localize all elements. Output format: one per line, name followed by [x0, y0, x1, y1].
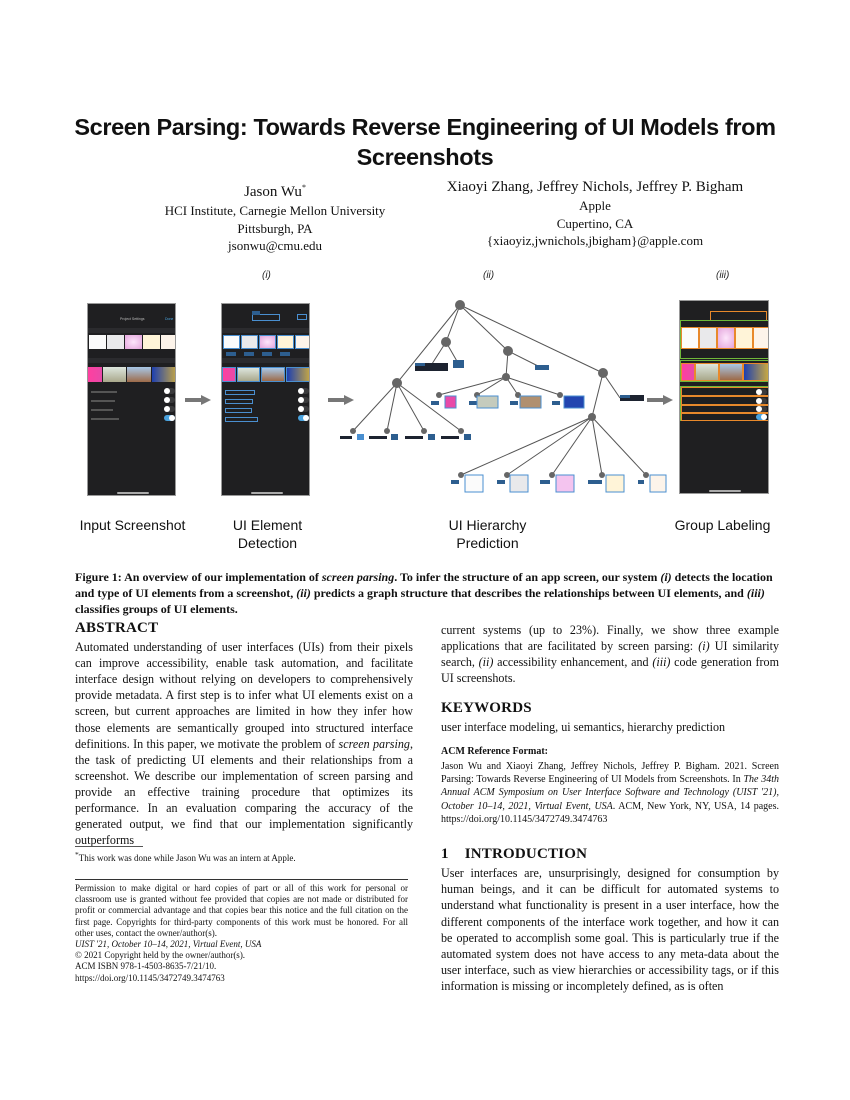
acm-reference-heading: ACM Reference Format: — [441, 745, 548, 757]
author-affiliation: HCI Institute, Carnegie Mellon University — [164, 203, 386, 218]
doi-link[interactable]: https://doi.org/10.1145/3472749.3474763 — [75, 972, 225, 983]
introduction-heading: 1 INTRODUCTION — [441, 846, 588, 863]
author-affiliation: Apple — [579, 198, 611, 213]
acm-reference — [441, 744, 779, 827]
author-location: Pittsburgh, PA — [237, 220, 313, 236]
panel-label-hierarchy: UI Hierarchy Prediction — [448, 517, 527, 551]
nav-done: Done — [165, 317, 174, 321]
keywords-heading: KEYWORDS — [441, 700, 532, 717]
footnote-mark: * — [301, 183, 306, 192]
permission-text: Permission to make digital or hard copies of part or all of this work for personal or classroom use is granted without fee provided that copies are not made or distributed for profit or commercial advantage and that copies bear this notice and the full citation on the first page. Copyrights for third-party components of this work must be honored. For all other uses, contact the owner/author(s). — [75, 883, 408, 938]
author-block-apple — [400, 178, 790, 250]
toggle-fade-in — [164, 397, 175, 403]
toggle-theme-soundtrack — [164, 388, 175, 394]
stage-marker-iii: (iii) — [716, 270, 730, 281]
arrow-right-icon — [647, 395, 673, 405]
abstract-heading: ABSTRACT — [75, 620, 159, 636]
abstract-text: Automated understanding of user interfaces (UIs) from their pixels can improve accessibility, enable task automation, and facilitate interface design without relying on developers to comprehensively provide metadata. A first step is to infer what UI elements exist on a screen, but current approaches are limited in how they infer how those elements are semantically grouped into structured interface definitions. In this paper, we motivate the problem of screen parsing, the task of predicting UI elements and their relationships from a screenshot. We describe our implementation of screen parsing and provide an effective training procedure that optimizes its performance. In an evaluation comparing the accuracy of the generated output, we find that our implementation significantly outperforms — [75, 640, 413, 848]
paper-title: Screen Parsing: Towards Reverse Engineering of UI Models from Screenshots — [74, 114, 776, 170]
stage-marker-i: (i) — [262, 270, 271, 281]
venue: UIST '21, October 10–14, 2021, Virtual Event, USA — [75, 939, 262, 950]
right-column — [441, 622, 779, 994]
panel-label-grouping: Group Labeling — [674, 517, 771, 533]
input-screenshot-phone — [87, 303, 176, 496]
group-labeling-phone — [679, 300, 769, 494]
acm-reference-text: Jason Wu and Xiaoyi Zhang, Jeffrey Nichols, Jeffrey P. Bigham. 2021. Screen Parsing: Towards Reverse Engineering of UI Models from Screenshots. In The 34th Annual ACM Symposium on User Interface Software and Technology (UIST '21), October 10–14, 2021, Virtual Event, USA. ACM, New York, NY, USA, 14 pages. https://doi.org/10.1145/3472749.3474763 — [441, 760, 780, 825]
abstract-section — [75, 620, 413, 848]
keywords-text: user interface modeling, ui semantics, hierarchy prediction — [441, 720, 726, 735]
introduction-text: User interfaces are, unsurprisingly, designed for consumption by human beings, and it can be difficult for automated systems to understand what functionality is present in a user interface, how the different components of the interface work together, and how it can be operated to accomplish some goal. This is particularly true if the automated system does not have access to any meta-data about the user interface, such as view hierarchies or accessibility tags, or if this information is missing or incompletely defined, as is often — [441, 866, 779, 993]
footnote-rule — [75, 846, 143, 847]
author-email: {xiaoyiz,jwnichols,jbigham}@apple.com — [486, 233, 704, 248]
permission-block — [75, 883, 408, 984]
panel-label-input: Input Screenshot — [79, 517, 186, 533]
abstract-continued: current systems (up to 23%). Finally, we show three example applications that are facilitated by screen parsing: (i) UI similarity search, (ii) accessibility enhancement, and (iii) code generation from UI screenshots. — [441, 623, 779, 686]
isbn: ACM ISBN 978-1-4503-8635-7/21/10. — [75, 961, 217, 972]
permission-rule — [75, 879, 408, 880]
copyright: © 2021 Copyright held by the owner/author(s). — [75, 950, 246, 961]
author-block-cmu — [110, 178, 440, 255]
author-names: Xiaoyi Zhang, Jeffrey Nichols, Jeffrey P. Bigham — [446, 179, 744, 195]
stage-marker-ii: (ii) — [483, 270, 495, 281]
author-location: Cupertino, CA — [556, 215, 634, 231]
ui-hierarchy-tree — [340, 295, 670, 495]
nav-title: Project Settings — [120, 317, 145, 321]
toggle-fade-out — [164, 406, 175, 412]
panel-label-detection: UI Element Detection — [232, 517, 303, 551]
toggle-smooth-pitch — [164, 415, 175, 421]
author-email: jsonwu@cmu.edu — [228, 238, 322, 253]
detection-phone — [221, 303, 310, 496]
footnote: *This work was done while Jason Wu was an intern at Apple. — [75, 850, 296, 863]
figure-caption: Figure 1: An overview of our implementation of screen parsing. To infer the structure of an app screen, our system (i) detects the location and type of UI elements from a screenshot, (ii) predicts a graph structure that describes the relationships between UI elements, and (iii) classifies groups of UI elements. — [75, 570, 773, 616]
arrow-right-icon — [185, 395, 211, 405]
author-names: Jason Wu — [244, 184, 302, 200]
